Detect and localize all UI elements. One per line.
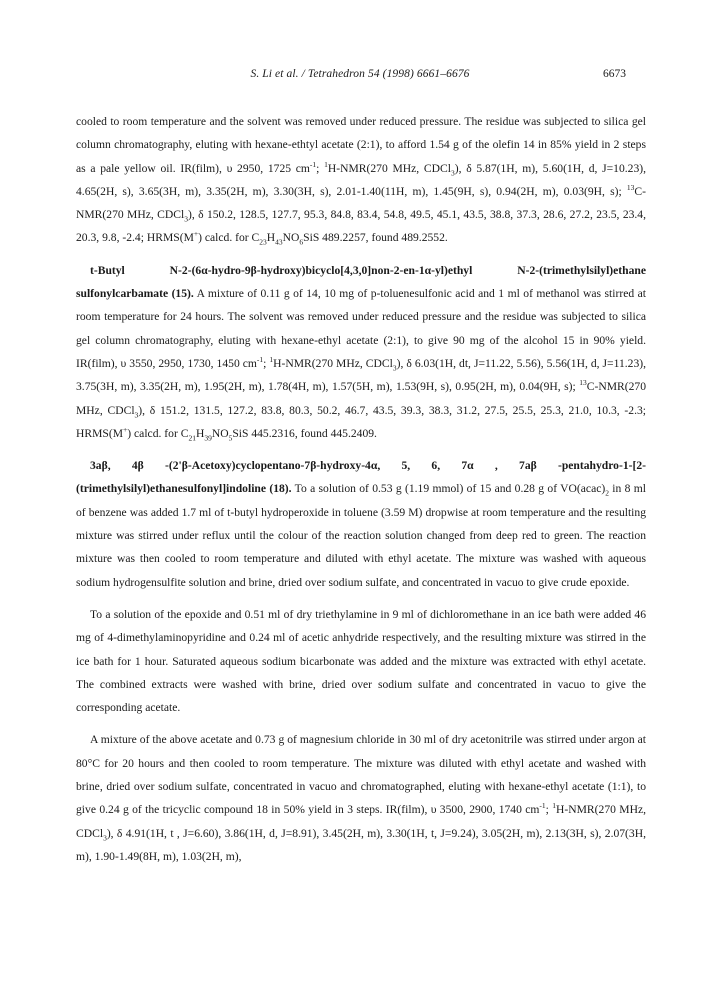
compound-18-title: 3aβ, 4β -(2'β-Acetoxy)cyclopentano-7β-hydroxy-4α, 5, 6, 7α , 7aβ -pentahydro-1-[2-(trimethylsilyl)ethanesulfonyl]indoline (18).: [76, 459, 646, 496]
page-number: 6673: [603, 68, 626, 80]
compound-15-title: t-Butyl N-2-(6α-hydro-9β-hydroxy)bicyclo[4,3,0]non-2-en-1α-yl)ethyl N-2-(trimethylsilyl)ethane sulfonylcarbamate (15).: [76, 263, 646, 301]
paragraph-cyclization: A mixture of the above acetate and 0.73 g of magnesium chloride in 30 ml of dry acetonitrile was stirred under argon at 80°C for 20 hours and then cooled to room temperature. The mixture was diluted with ethyl acetate and washed with brine, dried over sodium sulfate, concentrated in vacuo and chromatographed, eluting with hexane-ethyl acetate (1:1), to give 0.24 g of the tricyclic compound 18 in 50% yield in 3 steps. IR(film), υ 3500, 2900, 1740 $cm^{-1}$; $^1$H-NMR(270 MHz, CDCl$_3$), δ 4.91(1H, t , J=6.60), 3.86(1H, d, J=8.91), 3.45(2H, m), 3.30(1H, t, J=9.24), 3.05(2H, m), 2.13(3H, s), 2.07(3H, m), 1.90-1.49(8H, m), 1.03(2H, m),: [76, 733, 647, 863]
paragraph-compound-18: 3aβ, 4β -(2'β-Acetoxy)cyclopentano-7β-hydroxy-4α, 5, 6, 7α , 7aβ -pentahydro-1-[2-(trimethylsilyl)ethanesulfonyl]indoline (18). To a solution of 0.53 g (1.19 mmol) of 15 and 0.28 g of $VO(acac)_2$ in 8 ml of benzene was added 1.7 ml of t-butyl hydroperoxide in toluene (3.59 M) dropwise at room temperature and the resulting mixture was stirred under reflux until the colour of the reaction solution changed from deep red to green. The reaction mixture was then cooled to room temperature and diluted with ethyl acetate. The mixture was washed with aqueous sodium hydrogensulfite solution and brine, dried over sodium sulfate, and concentrated in vacuo to give crude epoxide.: [76, 459, 647, 589]
running-head: S. Li et al. / Tetrahedron 54 (1998) 6661–6676: [250, 68, 470, 80]
paragraph-olefin-14: cooled to room temperature and the solvent was removed under reduced pressure. The residue was subjected to silica gel column chromatography, eluting with hexane-ethtyl acetate (2:1), to afford 1.54 g of the olefin 14 in 85% yield in 2 steps as a pale yellow oil. IR(film), υ 2950, 1725 $cm^{-1}$; $^1$H-NMR(270 MHz, CDCl$_3$), δ 5.87(1H, m), 5.60(1H, d, J=10.23), 4.65(2H, s), 3.65(3H, m), 3.35(2H, m), 3.30(3H, s), 2.01-1.40(11H, m), 1.45(9H, s), 0.94(2H, m), 0.03(9H, s); $^{13}$C-NMR(270 MHz, CDCl$_3$), δ 150.2, 128.5, 127.7, 95.3, 84.8, 83.4, 54.8, 49.5, 45.1, 43.5, 38.8, 37.3, 28.6, 27.2, 23.5, 23.4, 20.3, 9.8, -2.4; HRMS(M+) calcd. for $C_{23}H_{43}NO_6SiS$ 489.2257, found 489.2552.: [76, 115, 647, 247]
article-body: [76, 110, 646, 868]
running-header: [0, 68, 720, 84]
paragraph-acetylation: To a solution of the epoxide and 0.51 ml of dry triethylamine in 9 ml of dichloromethane in an ice bath were added 46 mg of 4-dimethylaminopyridine and 0.24 ml of acetic anhydride respectively, and the resulting mixture was stirred in the ice bath for 1 hour. Saturated aqueous sodium bicarbonate was added and the mixture was extracted with ethyl acetate. The combined extracts were washed with brine, dried over sodium sulfate and concentrated in vacuo to give the corresponding acetate.: [76, 607, 646, 715]
paragraph-compound-15: t-Butyl N-2-(6α-hydro-9β-hydroxy)bicyclo[4,3,0]non-2-en-1α-yl)ethyl N-2-(trimethylsilyl)ethane sulfonylcarbamate (15). A mixture of 0.11 g of 14, 10 mg of p-toluenesulfonic acid and 1 ml of methanol was stirred at room temperature for 24 hours. The solvent was removed under reduced pressure and the residue was subjected to silica gel column chromatography, eluting with hexane-ethyl acetate (2:1), to give 90 mg of the alcohol 15 in 90% yield. IR(film), υ 3550, 2950, 1730, 1450 $cm^{-1}$; $^1$H-NMR(270 MHz, CDCl$_3$), δ 6.03(1H, dt, J=11.22, 5.56), 5.56(1H, d, J=11.23), 3.75(3H, m), 3.35(2H, m), 1.95(2H, m), 1.78(4H, m), 1.57(5H, m), 1.53(9H, s), 0.95(2H, m), 0.04(9H, s); $^{13}$C-NMR(270 MHz, CDCl$_3$), δ 151.2, 131.5, 127.2, 83.8, 80.3, 50.2, 46.7, 43.5, 39.3, 38.3, 31.2, 27.5, 25.5, 25.3, 21.0, 10.3, -2.3; HRMS(M+) calcd. for $C_{21}H_{39}NO_5SiS$ 445.2316, found 445.2409.: [76, 263, 647, 443]
